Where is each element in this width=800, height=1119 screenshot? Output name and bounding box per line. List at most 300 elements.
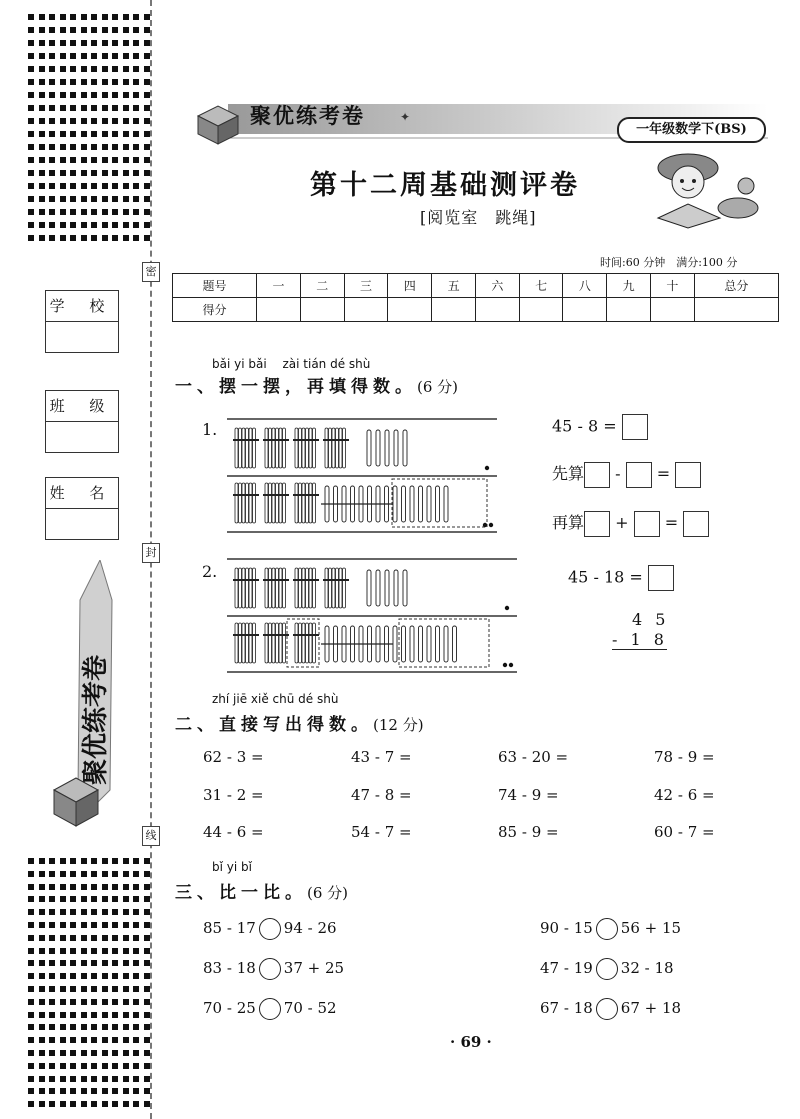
arith-item: 63 - 20 = xyxy=(498,748,569,766)
decorative-dot xyxy=(133,118,139,124)
section1-points: (6 分) xyxy=(417,378,459,396)
decorative-dot xyxy=(70,235,76,241)
score-table xyxy=(172,273,779,322)
single-stick xyxy=(427,626,431,662)
decorative-dot xyxy=(60,973,66,979)
decorative-dot xyxy=(39,66,45,72)
decorative-dot xyxy=(49,209,55,215)
decorative-dot xyxy=(144,871,150,877)
decorative-dot xyxy=(133,1088,139,1094)
class-field[interactable] xyxy=(45,390,119,453)
decorative-dot xyxy=(144,1037,150,1043)
decorative-dot xyxy=(49,222,55,228)
q1-step2-operator: + xyxy=(615,513,629,532)
q2-main-equation xyxy=(568,565,674,591)
svg-text:✦: ✦ xyxy=(400,110,411,124)
decorative-dot xyxy=(102,871,108,877)
decorative-dot xyxy=(39,222,45,228)
decorative-dot xyxy=(123,14,129,20)
decorative-dot xyxy=(144,235,150,241)
compare-left-expr: 83 - 18 xyxy=(203,959,256,977)
decorative-dot xyxy=(28,196,34,202)
school-label: 学 校 xyxy=(46,291,118,322)
decorative-dot xyxy=(133,40,139,46)
decorative-dot xyxy=(70,157,76,163)
compare-circle[interactable] xyxy=(596,918,618,940)
decorative-dot xyxy=(112,131,118,137)
decorative-dot xyxy=(28,922,34,928)
section2-title xyxy=(175,710,424,735)
decorative-dot xyxy=(144,896,150,902)
decorative-dot xyxy=(144,183,150,189)
decorative-dot xyxy=(28,973,34,979)
decorative-dot xyxy=(28,935,34,941)
decorative-dot xyxy=(39,14,45,20)
arith-item: 62 - 3 = xyxy=(203,748,264,766)
q1-main-equation-text: 45 - 8 = xyxy=(552,416,617,436)
decorative-dot xyxy=(144,53,150,59)
decorative-dot xyxy=(81,1063,87,1069)
q1-step1-box-a[interactable] xyxy=(584,462,610,488)
single-stick xyxy=(367,570,371,606)
decorative-dot xyxy=(123,53,129,59)
school-field[interactable] xyxy=(45,290,119,353)
q2-vertical-bottom: - 1 8 xyxy=(612,630,668,649)
score-input-cell[interactable] xyxy=(475,298,519,322)
compare-left-expr: 85 - 17 xyxy=(203,919,256,937)
decorative-dot xyxy=(60,53,66,59)
decorative-dot xyxy=(112,79,118,85)
decorative-dot xyxy=(28,118,34,124)
decorative-dot xyxy=(39,118,45,124)
decorative-dot xyxy=(49,1076,55,1082)
class-label: 班 级 xyxy=(46,391,118,422)
decorative-dot xyxy=(39,79,45,85)
decorative-dot xyxy=(133,14,139,20)
decorative-dot xyxy=(60,871,66,877)
decorative-dot xyxy=(91,896,97,902)
single-stick xyxy=(385,430,389,466)
decorative-dot xyxy=(28,1037,34,1043)
q1-step2-box-result[interactable] xyxy=(683,511,709,537)
decorative-dot xyxy=(49,922,55,928)
decorative-dot xyxy=(112,1037,118,1043)
table-cell: 二 xyxy=(300,274,344,298)
decorative-dot xyxy=(39,144,45,150)
score-input-cell[interactable] xyxy=(694,298,778,322)
arith-item: 43 - 7 = xyxy=(351,748,412,766)
decorative-dot xyxy=(70,871,76,877)
decorative-dot xyxy=(28,131,34,137)
decorative-dot xyxy=(112,144,118,150)
decorative-dot xyxy=(112,884,118,890)
decorative-dot xyxy=(28,53,34,59)
decorative-dot xyxy=(49,973,55,979)
decorative-dot xyxy=(81,209,87,215)
decorative-dot xyxy=(102,948,108,954)
decorative-dot xyxy=(112,922,118,928)
decorative-dot xyxy=(81,170,87,176)
table-cell: 八 xyxy=(563,274,607,298)
single-stick xyxy=(436,486,440,522)
single-stick xyxy=(444,626,448,662)
reading-girl-illustration xyxy=(648,148,760,230)
q1-answer-box[interactable] xyxy=(622,414,648,440)
decorative-dot xyxy=(133,858,139,864)
decorative-dot xyxy=(112,1063,118,1069)
compare-circle[interactable] xyxy=(259,958,281,980)
decorative-dot xyxy=(133,131,139,137)
decorative-dot xyxy=(70,858,76,864)
decorative-dot xyxy=(28,209,34,215)
decorative-dot xyxy=(112,960,118,966)
decorative-dot xyxy=(133,183,139,189)
decorative-dot xyxy=(91,144,97,150)
stick-bundles-figure-1 xyxy=(227,418,497,534)
score-input-cell[interactable] xyxy=(344,298,388,322)
decorative-dot xyxy=(60,1076,66,1082)
single-stick xyxy=(403,570,407,606)
decorative-dot xyxy=(81,131,87,137)
decorative-dot xyxy=(91,909,97,915)
decorative-dot xyxy=(144,66,150,72)
decorative-dot xyxy=(60,157,66,163)
decorative-dot xyxy=(112,53,118,59)
decorative-dot xyxy=(112,183,118,189)
q1-step2-equals: = xyxy=(664,513,679,532)
decorative-dot xyxy=(49,92,55,98)
decorative-dot xyxy=(144,209,150,215)
decorative-dot xyxy=(112,1050,118,1056)
decorative-dot xyxy=(60,948,66,954)
score-table-score-row xyxy=(173,298,779,322)
decorative-dot xyxy=(144,131,150,137)
decorative-dot xyxy=(102,144,108,150)
decorative-dot xyxy=(112,1024,118,1030)
decorative-dot xyxy=(39,1024,45,1030)
decorative-dot xyxy=(123,986,129,992)
decorative-dot xyxy=(81,66,87,72)
score-input-cell[interactable] xyxy=(651,298,695,322)
score-input-cell[interactable] xyxy=(607,298,651,322)
decorative-dot xyxy=(123,960,129,966)
decorative-dot xyxy=(39,858,45,864)
decorative-dot xyxy=(70,884,76,890)
decorative-dot xyxy=(39,40,45,46)
table-cell: 一 xyxy=(257,274,301,298)
compare-right-expr: 67 + 18 xyxy=(620,999,682,1017)
decorative-dot xyxy=(133,105,139,111)
arith-item: 54 - 7 = xyxy=(351,823,412,841)
decorative-dot xyxy=(70,960,76,966)
decorative-dot xyxy=(39,1050,45,1056)
decorative-dot xyxy=(70,922,76,928)
decorative-dot xyxy=(102,209,108,215)
decorative-dot xyxy=(133,144,139,150)
decorative-dot xyxy=(70,1037,76,1043)
decorative-dot xyxy=(91,871,97,877)
decorative-dot xyxy=(133,1101,139,1107)
arith-item: 42 - 6 = xyxy=(654,786,715,804)
decorative-dot xyxy=(91,1076,97,1082)
decorative-dot xyxy=(112,909,118,915)
decorative-dot xyxy=(81,1024,87,1030)
q1-second-step-label: 再算 xyxy=(552,513,585,532)
decorative-dot xyxy=(91,935,97,941)
decorative-dot xyxy=(49,858,55,864)
decorative-dot xyxy=(102,1050,108,1056)
decorative-dot xyxy=(133,948,139,954)
stick-bundle xyxy=(293,483,319,523)
decorative-dot xyxy=(91,118,97,124)
compare-circle[interactable] xyxy=(259,918,281,940)
decorative-dot xyxy=(70,1063,76,1069)
decorative-dot xyxy=(70,209,76,215)
single-stick xyxy=(436,626,440,662)
decorative-dot xyxy=(123,884,129,890)
decorative-dot xyxy=(102,118,108,124)
score-input-cell[interactable] xyxy=(300,298,344,322)
decorative-dot xyxy=(49,960,55,966)
decorative-dot xyxy=(60,1050,66,1056)
decorative-dot xyxy=(102,973,108,979)
score-table-header-row xyxy=(173,274,779,298)
decorative-dot xyxy=(49,948,55,954)
school-input-area[interactable] xyxy=(46,322,118,352)
decorative-dot-pattern-bottom xyxy=(28,858,150,1108)
decorative-dot xyxy=(91,884,97,890)
decorative-dot xyxy=(70,1024,76,1030)
arith-item: 85 - 9 = xyxy=(498,823,559,841)
decorative-dot xyxy=(81,999,87,1005)
decorative-dot xyxy=(123,1088,129,1094)
decorative-dot xyxy=(102,1024,108,1030)
decorative-dot xyxy=(91,1012,97,1018)
decorative-dot xyxy=(70,170,76,176)
decorative-dot xyxy=(60,118,66,124)
stick-bundle xyxy=(293,623,319,663)
decorative-dot xyxy=(133,235,139,241)
decorative-dot xyxy=(60,909,66,915)
decorative-dot xyxy=(102,1037,108,1043)
single-stick xyxy=(419,486,423,522)
decorative-dot xyxy=(70,131,76,137)
decorative-dot xyxy=(112,1012,118,1018)
decorative-dot xyxy=(102,79,108,85)
decorative-dot xyxy=(91,209,97,215)
compare-left-expr: 70 - 25 xyxy=(203,999,256,1017)
decorative-dot xyxy=(81,196,87,202)
decorative-dot xyxy=(49,1088,55,1094)
q1-step1-box-b[interactable] xyxy=(626,462,652,488)
decorative-dot-pattern-top xyxy=(28,14,150,242)
decorative-dot xyxy=(39,1101,45,1107)
decorative-dot xyxy=(133,935,139,941)
decorative-dot xyxy=(49,871,55,877)
decorative-dot xyxy=(39,960,45,966)
q1-step1-box-result[interactable] xyxy=(675,462,701,488)
decorative-dot xyxy=(91,1050,97,1056)
decorative-dot xyxy=(112,118,118,124)
decorative-dot xyxy=(102,53,108,59)
score-input-cell[interactable] xyxy=(519,298,563,322)
decorative-dot xyxy=(60,66,66,72)
decorative-dot xyxy=(39,986,45,992)
decorative-dot xyxy=(91,235,97,241)
decorative-dot xyxy=(39,131,45,137)
decorative-dot xyxy=(112,871,118,877)
decorative-dot xyxy=(133,79,139,85)
decorative-dot xyxy=(28,222,34,228)
name-input-area[interactable] xyxy=(46,509,118,539)
score-input-cell[interactable] xyxy=(563,298,607,322)
q2-main-equation-text: 45 - 18 = xyxy=(568,567,643,587)
compare-circle[interactable] xyxy=(259,998,281,1020)
q1-first-step xyxy=(552,461,701,488)
single-stick xyxy=(410,486,414,522)
decorative-dot xyxy=(144,1101,150,1107)
decorative-dot xyxy=(91,1101,97,1107)
decorative-dot xyxy=(28,105,34,111)
decorative-dot xyxy=(91,105,97,111)
decorative-dot xyxy=(81,79,87,85)
class-input-area[interactable] xyxy=(46,422,118,452)
q2-answer-box[interactable] xyxy=(648,565,674,591)
q2-vertical-answer-area[interactable] xyxy=(612,652,667,674)
decorative-dot xyxy=(123,999,129,1005)
decorative-dot xyxy=(102,999,108,1005)
grade-badge: 一年级数学下(BS) xyxy=(617,117,766,143)
decorative-dot xyxy=(123,92,129,98)
decorative-dot xyxy=(81,1076,87,1082)
q1-second-step xyxy=(552,510,709,537)
decorative-dot xyxy=(144,170,150,176)
decorative-dot xyxy=(112,896,118,902)
q1-step2-box-a[interactable] xyxy=(584,511,610,537)
decorative-dot xyxy=(28,92,34,98)
arith-item: 60 - 7 = xyxy=(654,823,715,841)
stick-bundle xyxy=(293,428,319,468)
decorative-dot xyxy=(91,858,97,864)
decorative-dot xyxy=(81,948,87,954)
decorative-dot xyxy=(102,222,108,228)
decorative-dot xyxy=(49,235,55,241)
score-input-cell[interactable] xyxy=(432,298,476,322)
decorative-dot xyxy=(60,79,66,85)
stick-bundle xyxy=(323,428,349,468)
decorative-dot xyxy=(102,14,108,20)
decorative-dot xyxy=(70,999,76,1005)
compare-item xyxy=(540,918,681,940)
decorative-dot xyxy=(144,999,150,1005)
q1-step1-operator: - xyxy=(615,464,621,483)
marker-dot xyxy=(483,523,487,527)
decorative-dot xyxy=(49,170,55,176)
decorative-dot xyxy=(91,14,97,20)
decorative-dot xyxy=(123,118,129,124)
decorative-dot xyxy=(81,14,87,20)
decorative-dot xyxy=(133,986,139,992)
question1-label: 1. xyxy=(202,420,218,439)
decorative-dot xyxy=(123,922,129,928)
decorative-dot xyxy=(70,1088,76,1094)
decorative-dot xyxy=(102,105,108,111)
decorative-dot xyxy=(123,871,129,877)
decorative-dot xyxy=(123,170,129,176)
decorative-dot xyxy=(70,105,76,111)
decorative-dot xyxy=(102,196,108,202)
decorative-dot xyxy=(123,183,129,189)
decorative-dot xyxy=(144,960,150,966)
score-input-cell[interactable] xyxy=(257,298,301,322)
compare-right-expr: 32 - 18 xyxy=(620,959,674,977)
score-input-cell[interactable] xyxy=(388,298,432,322)
decorative-dot xyxy=(144,1063,150,1069)
decorative-dot xyxy=(81,235,87,241)
compare-circle[interactable] xyxy=(596,958,618,980)
decorative-dot xyxy=(81,986,87,992)
decorative-dot xyxy=(133,922,139,928)
decorative-dot xyxy=(81,1088,87,1094)
decorative-dot xyxy=(60,209,66,215)
decorative-dot xyxy=(123,27,129,33)
decorative-dot xyxy=(102,27,108,33)
decorative-dot xyxy=(102,157,108,163)
decorative-dot xyxy=(49,1063,55,1069)
decorative-dot xyxy=(144,1024,150,1030)
decorative-dot xyxy=(91,92,97,98)
decorative-dot xyxy=(144,79,150,85)
decorative-dot xyxy=(102,858,108,864)
decorative-dot xyxy=(70,896,76,902)
decorative-dot xyxy=(70,1012,76,1018)
decorative-dot xyxy=(39,999,45,1005)
decorative-dot xyxy=(144,1012,150,1018)
decorative-dot xyxy=(49,935,55,941)
decorative-dot xyxy=(112,105,118,111)
decorative-dot xyxy=(49,144,55,150)
decorative-dot xyxy=(70,973,76,979)
decorative-dot xyxy=(123,973,129,979)
q1-step2-box-b[interactable] xyxy=(634,511,660,537)
decorative-dot xyxy=(123,222,129,228)
decorative-dot xyxy=(144,157,150,163)
name-label: 姓 名 xyxy=(46,478,118,509)
decorative-dot xyxy=(144,909,150,915)
decorative-dot xyxy=(28,986,34,992)
section3-pinyin: bǐ yi bǐ xyxy=(212,860,252,874)
decorative-dot xyxy=(91,986,97,992)
decorative-dot xyxy=(28,157,34,163)
decorative-dot xyxy=(133,209,139,215)
single-stick xyxy=(393,626,397,662)
decorative-dot xyxy=(112,935,118,941)
decorative-dot xyxy=(39,973,45,979)
section3-points: (6 分) xyxy=(307,884,349,902)
stick-bundle xyxy=(263,568,289,608)
decorative-dot xyxy=(133,1024,139,1030)
compare-right-expr: 37 + 25 xyxy=(283,959,345,977)
decorative-dot xyxy=(112,222,118,228)
decorative-dot xyxy=(91,973,97,979)
decorative-dot xyxy=(49,1012,55,1018)
compare-circle[interactable] xyxy=(596,998,618,1020)
decorative-dot xyxy=(91,1037,97,1043)
decorative-dot xyxy=(133,1076,139,1082)
compare-item xyxy=(540,998,681,1020)
decorative-dot xyxy=(28,183,34,189)
name-field[interactable] xyxy=(45,477,119,540)
